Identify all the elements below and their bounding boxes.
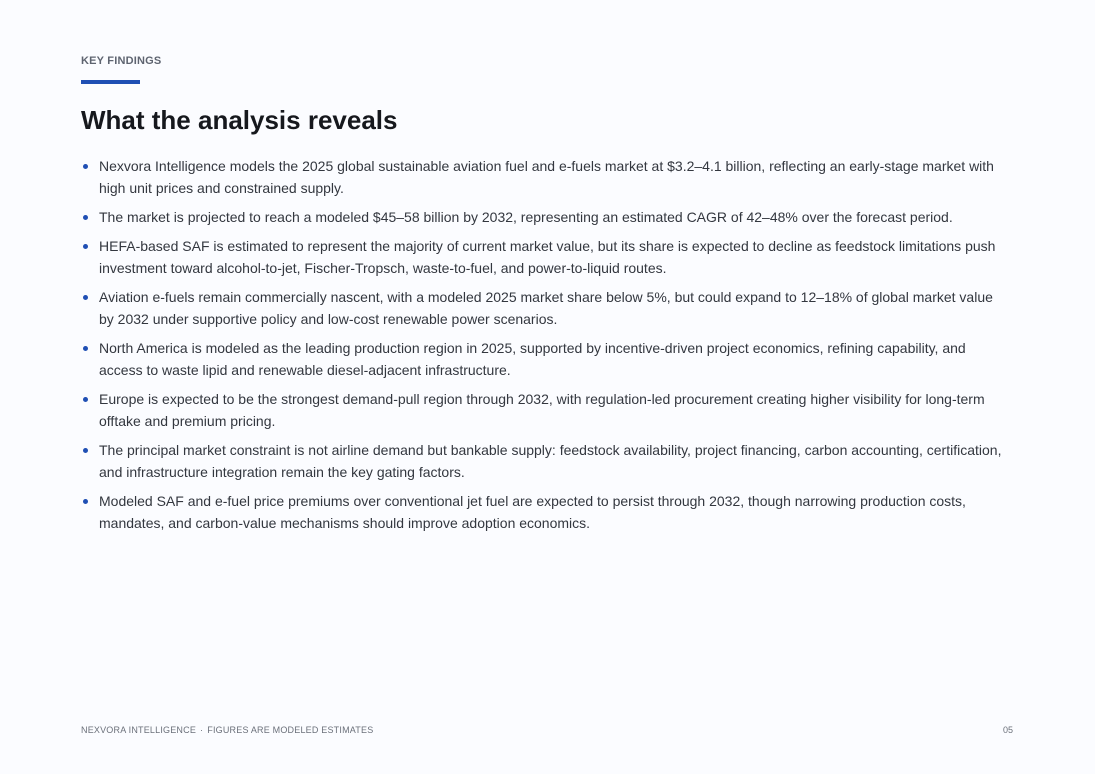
footer-note <box>81 725 373 735</box>
finding-text: HEFA-based SAF is estimated to represent the majority of current market value, but its share is expected to decline as feedstock limitations push investment toward alcohol-to-jet, Fischer-Tropsch, waste-to-fuel, and power-to-liquid routes. <box>99 238 996 276</box>
finding-item <box>81 439 1006 483</box>
finding-text: North America is modeled as the leading production region in 2025, supported by incentive-driven project economics, refining capability, and access to waste lipid and renewable diesel-adjacent infrastructure. <box>99 340 966 378</box>
finding-item <box>81 235 1006 279</box>
finding-text: Modeled SAF and e-fuel price premiums over conventional jet fuel are expected to persist through 2032, though narrowing production costs, mandates, and carbon-value mechanisms should improve adoption economics. <box>99 493 966 531</box>
finding-item <box>81 155 1006 199</box>
finding-item <box>81 388 1006 432</box>
finding-text: Aviation e-fuels remain commercially nascent, with a modeled 2025 market share below 5%, but could expand to 12–18% of global market value by 2032 under supportive policy and low-cost renewable power scenarios. <box>99 289 993 327</box>
finding-text: The market is projected to reach a modeled $45–58 billion by 2032, representing an estimated CAGR of 42–48% over the forecast period. <box>99 209 953 225</box>
finding-item <box>81 337 1006 381</box>
bullet-dot-icon <box>83 215 88 220</box>
findings-list <box>81 155 1006 541</box>
page-title: What the analysis reveals <box>81 105 398 135</box>
finding-item <box>81 206 1006 228</box>
bullet-dot-icon <box>83 244 88 249</box>
bullet-dot-icon <box>83 295 88 300</box>
finding-text: The principal market constraint is not airline demand but bankable supply: feedstock availability, project financing, carbon accounting, certification, and infrastructure integration remain the key gating factors. <box>99 442 1002 480</box>
section-eyebrow: KEY FINDINGS <box>81 55 162 67</box>
bullet-dot-icon <box>83 397 88 402</box>
bullet-dot-icon <box>83 346 88 351</box>
finding-text: Nexvora Intelligence models the 2025 global sustainable aviation fuel and e-fuels market at $3.2–4.1 billion, reflecting an early-stage market with high unit prices and constrained supply. <box>99 158 994 196</box>
page-number: 05 <box>1002 725 1013 735</box>
bullet-dot-icon <box>83 164 88 169</box>
finding-item <box>81 286 1006 330</box>
finding-item <box>81 490 1006 534</box>
footer-separator: · <box>200 725 204 735</box>
bullet-dot-icon <box>83 499 88 504</box>
finding-text: Europe is expected to be the strongest demand-pull region through 2032, with regulation-led procurement creating higher visibility for long-term offtake and premium pricing. <box>99 391 985 429</box>
bullet-dot-icon <box>83 448 88 453</box>
footer-disclaimer: FIGURES ARE MODELED ESTIMATES <box>207 725 374 735</box>
accent-rule <box>81 80 140 84</box>
footer-brand: NEXVORA INTELLIGENCE <box>81 725 197 735</box>
